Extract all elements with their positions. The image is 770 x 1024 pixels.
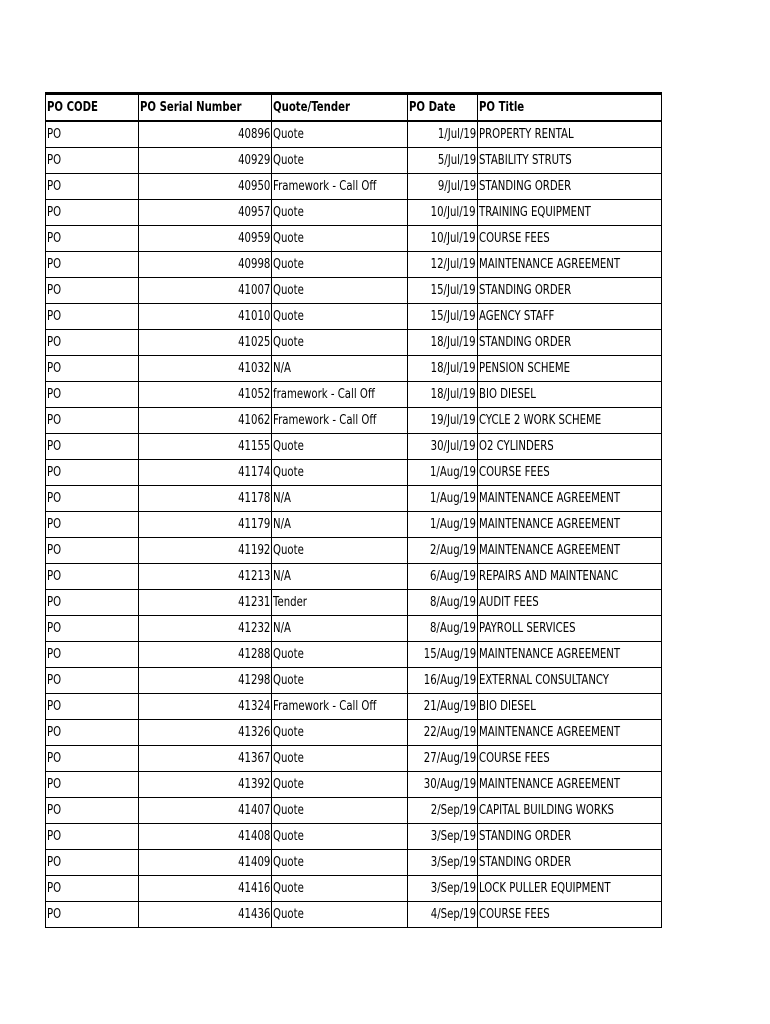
table-row <box>46 252 662 278</box>
po-serial-number-cell[interactable]: 40998 <box>139 252 272 278</box>
quote-tender-cell[interactable]: Quote <box>272 148 408 174</box>
po-title-cell[interactable]: PAYROLL SERVICES <box>477 616 661 642</box>
po-title-cell[interactable]: COURSE FEES <box>477 460 661 486</box>
po-serial-number-cell[interactable]: 41288 <box>139 642 272 668</box>
quote-tender-cell[interactable]: Quote <box>272 850 408 876</box>
po-date-cell[interactable]: 15/Aug/19 <box>407 642 477 668</box>
po-title-cell[interactable]: MAINTENANCE AGREEMENT <box>477 720 661 746</box>
po-serial-number-cell[interactable]: 40957 <box>139 200 272 226</box>
po-date-cell[interactable]: 6/Aug/19 <box>407 564 477 590</box>
po-title-cell[interactable]: BIO DIESEL <box>477 382 661 408</box>
header-po-date[interactable]: PO Date <box>407 94 477 122</box>
po-title-cell[interactable]: STANDING ORDER <box>477 824 661 850</box>
po-serial-number-cell[interactable]: 41155 <box>139 434 272 460</box>
po-serial-number-cell[interactable]: 41178 <box>139 486 272 512</box>
po-serial-number-cell[interactable]: 41231 <box>139 590 272 616</box>
po-title-cell[interactable]: STANDING ORDER <box>477 174 661 200</box>
quote-tender-cell[interactable]: Quote <box>272 121 408 148</box>
po-serial-number-cell[interactable]: 41324 <box>139 694 272 720</box>
table-row <box>46 694 662 720</box>
po-code-cell[interactable]: PO <box>46 408 139 434</box>
po-serial-number-cell[interactable]: 41232 <box>139 616 272 642</box>
table-row <box>46 226 662 252</box>
po-serial-number-cell[interactable]: 41174 <box>139 460 272 486</box>
po-date-cell[interactable]: 18/Jul/19 <box>407 330 477 356</box>
po-code-cell[interactable]: PO <box>46 148 139 174</box>
table-row <box>46 850 662 876</box>
po-date-cell[interactable]: 1/Aug/19 <box>407 486 477 512</box>
table-row <box>46 642 662 668</box>
po-title-cell[interactable]: STANDING ORDER <box>477 330 661 356</box>
table-row <box>46 772 662 798</box>
po-date-cell[interactable]: 9/Jul/19 <box>407 174 477 200</box>
po-title-cell[interactable]: COURSE FEES <box>477 746 661 772</box>
table-row <box>46 512 662 538</box>
quote-tender-cell[interactable]: Quote <box>272 902 408 928</box>
po-serial-number-cell[interactable]: 41416 <box>139 876 272 902</box>
po-date-cell[interactable]: 3/Sep/19 <box>407 876 477 902</box>
po-date-cell[interactable]: 30/Aug/19 <box>407 772 477 798</box>
po-serial-number-cell[interactable]: 40959 <box>139 226 272 252</box>
quote-tender-cell[interactable]: Quote <box>272 876 408 902</box>
po-serial-number-cell[interactable]: 41213 <box>139 564 272 590</box>
quote-tender-cell[interactable]: Quote <box>272 642 408 668</box>
quote-tender-cell[interactable]: N/A <box>272 616 408 642</box>
table-row <box>46 798 662 824</box>
po-code-cell[interactable]: PO <box>46 278 139 304</box>
quote-tender-cell[interactable]: N/A <box>272 486 408 512</box>
po-date-cell[interactable]: 15/Jul/19 <box>407 278 477 304</box>
po-serial-number-cell[interactable]: 41392 <box>139 772 272 798</box>
po-title-cell[interactable]: O2 CYLINDERS <box>477 434 661 460</box>
table-row <box>46 668 662 694</box>
po-date-cell[interactable]: 1/Jul/19 <box>407 121 477 148</box>
po-date-cell[interactable]: 18/Jul/19 <box>407 382 477 408</box>
po-title-cell[interactable]: MAINTENANCE AGREEMENT <box>477 486 661 512</box>
po-date-cell[interactable]: 18/Jul/19 <box>407 356 477 382</box>
po-code-cell[interactable]: PO <box>46 486 139 512</box>
po-table <box>45 92 662 928</box>
table-row <box>46 278 662 304</box>
table-row <box>46 200 662 226</box>
po-serial-number-cell[interactable]: 41025 <box>139 330 272 356</box>
quote-tender-cell[interactable]: N/A <box>272 564 408 590</box>
table-row <box>46 356 662 382</box>
table-row <box>46 330 662 356</box>
po-title-cell[interactable]: MAINTENANCE AGREEMENT <box>477 642 661 668</box>
po-title-cell[interactable]: MAINTENANCE AGREEMENT <box>477 252 661 278</box>
po-code-cell[interactable]: PO <box>46 304 139 330</box>
po-serial-number-cell[interactable]: 41298 <box>139 668 272 694</box>
po-serial-number-cell[interactable]: 41326 <box>139 720 272 746</box>
po-code-cell[interactable]: PO <box>46 850 139 876</box>
po-code-cell[interactable]: PO <box>46 616 139 642</box>
po-code-cell[interactable]: PO <box>46 460 139 486</box>
header-po-code[interactable]: PO CODE <box>46 94 139 122</box>
po-title-cell[interactable]: MAINTENANCE AGREEMENT <box>477 538 661 564</box>
po-title-cell[interactable]: AUDIT FEES <box>477 590 661 616</box>
table-row <box>46 564 662 590</box>
po-code-cell[interactable]: PO <box>46 200 139 226</box>
po-serial-number-cell[interactable]: 41367 <box>139 746 272 772</box>
po-serial-number-cell[interactable]: 41062 <box>139 408 272 434</box>
quote-tender-cell[interactable]: Quote <box>272 668 408 694</box>
po-date-cell[interactable]: 10/Jul/19 <box>407 200 477 226</box>
po-title-cell[interactable]: PROPERTY RENTAL <box>477 121 661 148</box>
po-date-cell[interactable]: 5/Jul/19 <box>407 148 477 174</box>
po-code-cell[interactable]: PO <box>46 772 139 798</box>
po-title-cell[interactable]: AGENCY STAFF <box>477 304 661 330</box>
po-serial-number-cell[interactable]: 41407 <box>139 798 272 824</box>
po-code-cell[interactable]: PO <box>46 668 139 694</box>
po-date-cell[interactable]: 12/Jul/19 <box>407 252 477 278</box>
table-row <box>46 902 662 928</box>
po-code-cell[interactable]: PO <box>46 824 139 850</box>
quote-tender-cell[interactable]: Quote <box>272 304 408 330</box>
po-code-cell[interactable]: PO <box>46 798 139 824</box>
po-date-cell[interactable]: 8/Aug/19 <box>407 590 477 616</box>
po-date-cell[interactable]: 2/Sep/19 <box>407 798 477 824</box>
po-date-cell[interactable]: 22/Aug/19 <box>407 720 477 746</box>
po-code-cell[interactable]: PO <box>46 226 139 252</box>
po-title-cell[interactable]: MAINTENANCE AGREEMENT <box>477 772 661 798</box>
quote-tender-cell[interactable]: Quote <box>272 434 408 460</box>
po-serial-number-cell[interactable]: 40929 <box>139 148 272 174</box>
header-po-title[interactable]: PO Title <box>477 94 661 122</box>
po-title-cell[interactable]: REPAIRS AND MAINTENANC <box>477 564 661 590</box>
po-date-cell[interactable]: 30/Jul/19 <box>407 434 477 460</box>
quote-tender-cell[interactable]: N/A <box>272 356 408 382</box>
po-code-cell[interactable]: PO <box>46 252 139 278</box>
po-date-cell[interactable]: 10/Jul/19 <box>407 226 477 252</box>
quote-tender-cell[interactable]: N/A <box>272 512 408 538</box>
po-title-cell[interactable]: STABILITY STRUTS <box>477 148 661 174</box>
po-code-cell[interactable]: PO <box>46 538 139 564</box>
po-code-cell[interactable]: PO <box>46 876 139 902</box>
po-code-cell[interactable]: PO <box>46 590 139 616</box>
po-code-cell[interactable]: PO <box>46 694 139 720</box>
table-row <box>46 121 662 148</box>
po-title-cell[interactable]: STANDING ORDER <box>477 850 661 876</box>
quote-tender-cell[interactable]: Quote <box>272 330 408 356</box>
po-date-cell[interactable]: 4/Sep/19 <box>407 902 477 928</box>
quote-tender-cell[interactable]: Quote <box>272 538 408 564</box>
quote-tender-cell[interactable]: Tender <box>272 590 408 616</box>
header-po-serial-number[interactable]: PO Serial Number <box>139 94 272 122</box>
table-row <box>46 304 662 330</box>
po-date-cell[interactable]: 2/Aug/19 <box>407 538 477 564</box>
po-date-cell[interactable]: 15/Jul/19 <box>407 304 477 330</box>
table-row <box>46 590 662 616</box>
po-code-cell[interactable]: PO <box>46 642 139 668</box>
po-serial-number-cell[interactable]: 41436 <box>139 902 272 928</box>
po-serial-number-cell[interactable]: 41409 <box>139 850 272 876</box>
table-row <box>46 174 662 200</box>
po-code-cell[interactable]: PO <box>46 902 139 928</box>
table-row <box>46 616 662 642</box>
po-title-cell[interactable]: TRAINING EQUIPMENT <box>477 200 661 226</box>
po-code-cell[interactable]: PO <box>46 720 139 746</box>
po-date-cell[interactable]: 3/Sep/19 <box>407 824 477 850</box>
po-date-cell[interactable]: 1/Aug/19 <box>407 512 477 538</box>
quote-tender-cell[interactable]: Quote <box>272 824 408 850</box>
po-serial-number-cell[interactable]: 41179 <box>139 512 272 538</box>
po-code-cell[interactable]: PO <box>46 121 139 148</box>
po-serial-number-cell[interactable]: 41007 <box>139 278 272 304</box>
table-row <box>46 148 662 174</box>
po-code-cell[interactable]: PO <box>46 746 139 772</box>
table-row <box>46 720 662 746</box>
po-date-cell[interactable]: 19/Jul/19 <box>407 408 477 434</box>
po-code-cell[interactable]: PO <box>46 330 139 356</box>
quote-tender-cell[interactable]: Framework - Call Off <box>272 408 408 434</box>
po-serial-number-cell[interactable]: 40950 <box>139 174 272 200</box>
po-title-cell[interactable]: CYCLE 2 WORK SCHEME <box>477 408 661 434</box>
table-row <box>46 538 662 564</box>
table-row <box>46 746 662 772</box>
quote-tender-cell[interactable]: Quote <box>272 772 408 798</box>
quote-tender-cell[interactable]: Quote <box>272 226 408 252</box>
quote-tender-cell[interactable]: Quote <box>272 278 408 304</box>
po-serial-number-cell[interactable]: 41192 <box>139 538 272 564</box>
po-code-cell[interactable]: PO <box>46 512 139 538</box>
table-row <box>46 876 662 902</box>
po-title-cell[interactable]: CAPITAL BUILDING WORKS <box>477 798 661 824</box>
po-title-cell[interactable]: PENSION SCHEME <box>477 356 661 382</box>
po-date-cell[interactable]: 3/Sep/19 <box>407 850 477 876</box>
po-spreadsheet <box>45 92 662 928</box>
table-row <box>46 824 662 850</box>
quote-tender-cell[interactable]: Framework - Call Off <box>272 694 408 720</box>
po-code-cell[interactable]: PO <box>46 356 139 382</box>
po-title-cell[interactable]: EXTERNAL CONSULTANCY <box>477 668 661 694</box>
po-serial-number-cell[interactable]: 41032 <box>139 356 272 382</box>
po-date-cell[interactable]: 1/Aug/19 <box>407 460 477 486</box>
po-code-cell[interactable]: PO <box>46 564 139 590</box>
table-row <box>46 382 662 408</box>
po-serial-number-cell[interactable]: 41010 <box>139 304 272 330</box>
table-row <box>46 408 662 434</box>
quote-tender-cell[interactable]: Quote <box>272 460 408 486</box>
table-row <box>46 434 662 460</box>
po-code-cell[interactable]: PO <box>46 382 139 408</box>
quote-tender-cell[interactable]: Framework - Call Off <box>272 174 408 200</box>
header-quote-tender[interactable]: Quote/Tender <box>272 94 408 122</box>
po-title-cell[interactable]: LOCK PULLER EQUIPMENT <box>477 876 661 902</box>
quote-tender-cell[interactable]: Quote <box>272 252 408 278</box>
po-serial-number-cell[interactable]: 41408 <box>139 824 272 850</box>
quote-tender-cell[interactable]: Quote <box>272 200 408 226</box>
po-date-cell[interactable]: 16/Aug/19 <box>407 668 477 694</box>
table-row <box>46 460 662 486</box>
quote-tender-cell[interactable]: framework - Call Off <box>272 382 408 408</box>
po-title-cell[interactable]: BIO DIESEL <box>477 694 661 720</box>
po-title-cell[interactable]: STANDING ORDER <box>477 278 661 304</box>
po-code-cell[interactable]: PO <box>46 434 139 460</box>
po-date-cell[interactable]: 8/Aug/19 <box>407 616 477 642</box>
po-title-cell[interactable]: COURSE FEES <box>477 902 661 928</box>
po-serial-number-cell[interactable]: 41052 <box>139 382 272 408</box>
quote-tender-cell[interactable]: Quote <box>272 746 408 772</box>
quote-tender-cell[interactable]: Quote <box>272 798 408 824</box>
po-code-cell[interactable]: PO <box>46 174 139 200</box>
po-date-cell[interactable]: 27/Aug/19 <box>407 746 477 772</box>
quote-tender-cell[interactable]: Quote <box>272 720 408 746</box>
table-row <box>46 486 662 512</box>
po-date-cell[interactable]: 21/Aug/19 <box>407 694 477 720</box>
header-row <box>46 94 662 122</box>
po-serial-number-cell[interactable]: 40896 <box>139 121 272 148</box>
po-title-cell[interactable]: COURSE FEES <box>477 226 661 252</box>
po-title-cell[interactable]: MAINTENANCE AGREEMENT <box>477 512 661 538</box>
